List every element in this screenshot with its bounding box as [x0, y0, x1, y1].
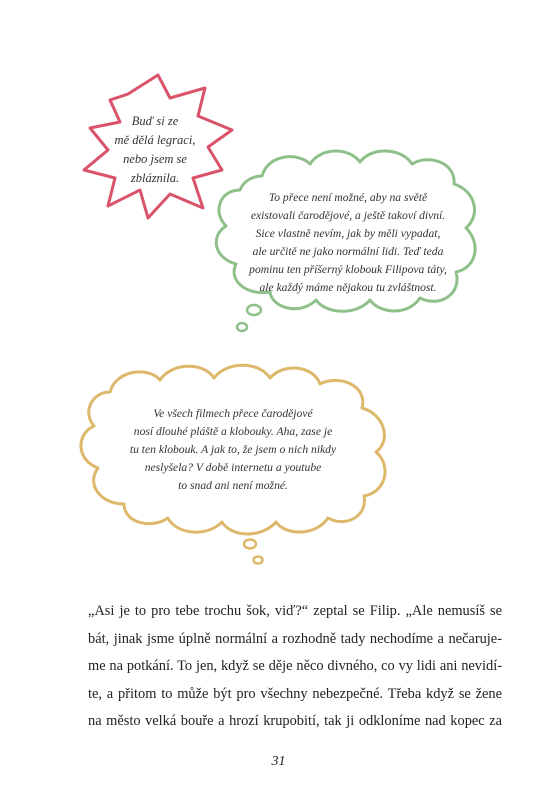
star-bubble-line: mě dělá legraci, [114, 133, 196, 147]
green-bubble-line: existovali čarodějové, a ještě takoví divní. [250, 209, 446, 222]
star-bubble-line: Buď si ze [131, 114, 179, 128]
green-bubble-line: pominu ten příšerný klobouk Filipova táty, [249, 263, 447, 276]
yellow-bubble-line: neslyšela? V době internetu a youtube [144, 461, 322, 474]
yellow-bubble-text [104, 405, 362, 495]
page-number: 31 [271, 754, 286, 769]
yellow-bubble-line: to snad ani není možné. [178, 479, 288, 492]
green-bubble-line: To přece není možné, aby na světě [268, 191, 428, 204]
body-paragraph [88, 598, 502, 736]
yellow-cloud-tail-bubble [254, 557, 263, 564]
paragraph-line: bát, jinak jsme úplně normální a rozhodně tady nechodíme a nečaruje- [88, 630, 502, 647]
paragraph-line: „Asi je to pro tebe trochu šok, viď?“ zeptal se Filip. „Ale nemusíš se [88, 603, 502, 619]
yellow-bubble-line: Ve všech filmech přece čarodějové [153, 407, 313, 420]
green-bubble-text [228, 189, 468, 297]
green-cloud-tail-bubble [237, 323, 247, 331]
paragraph-line: na město velká bouře a hrozí krupobití, tak ji odkloníme nad kopec za [88, 713, 502, 729]
yellow-cloud-tail-bubble [244, 540, 256, 549]
green-bubble-line: ale určitě ne jako normální lidi. Teď teda [252, 245, 444, 258]
star-bubble-text [110, 112, 200, 188]
star-bubble-line: zbláznila. [130, 171, 180, 185]
green-bubble-line: ale každý máme nějakou tu zvláštnost. [259, 281, 437, 294]
yellow-bubble-line: nosí dlouhé pláště a klobouky. Aha, zase je [133, 425, 333, 438]
paragraph-line: me na potkání. To jen, když se děje něco divného, co vy lidi ani nevidí- [88, 658, 502, 674]
yellow-bubble-line: tu ten klobouk. A jak to, že jsem o nich nikdy [129, 443, 337, 456]
star-bubble-line: nebo jsem se [123, 152, 187, 166]
paragraph-line: te, a přitom to může být pro všechny nebezpečné. Třeba když se žene [88, 685, 502, 702]
green-cloud-tail-bubble [247, 305, 261, 315]
green-bubble-line: Sice vlastně nevím, jak by měli vypadat, [255, 227, 441, 240]
